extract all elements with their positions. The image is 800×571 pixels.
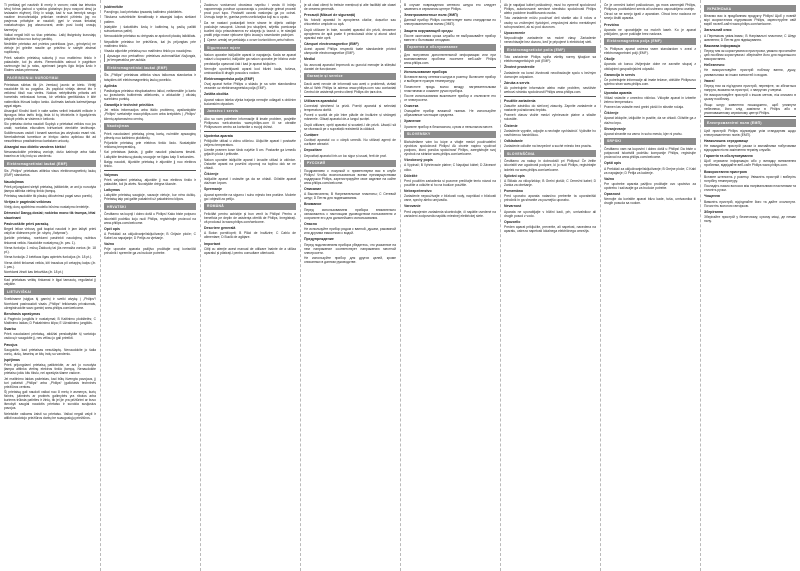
subheading: Naudojimas xyxy=(4,179,24,184)
body-paragraph: Če potrebujete informacije ali imate težave, obiščite Philipsovo spletno stran www.philips.com. xyxy=(604,77,696,86)
body-paragraph: Visada atjunkite prietaisą nuo maitinimo tinklo po naudojimo. xyxy=(104,48,193,53)
subheading: Okolje xyxy=(604,57,615,62)
body-paragraph: Aparat nakon isteka vijeka trajanja nemojte odlagati s običnim kućanskim otpadom. xyxy=(204,97,296,106)
body-paragraph: Zariadenie vypnite, odpojte a nechajte vychladnúť. Vyčistite ho navlhčenou handričkou. xyxy=(504,128,596,137)
subheading: Гарантія та обслуговування xyxy=(704,154,753,159)
body-paragraph: Prije uporabe aparata pažljivo pročitajte ovaj korisnički priručnik i spremite ga za buduće potrebe. xyxy=(104,247,196,256)
section-heading-band: Jamstvo i servis xyxy=(204,108,296,115)
subheading: Įspėjimas xyxy=(4,357,20,362)
column-separator xyxy=(700,0,701,571)
body-paragraph: Nemojte upotrebljavati aparat kod blizini kada, tuševa, umivaonika ili drugih posuda s vodom. xyxy=(204,66,296,75)
subheading: Čiščenje xyxy=(604,111,619,116)
subheading: Įsidėmėkite xyxy=(104,5,124,9)
section-heading-band: Naudojimas xyxy=(104,123,196,130)
body-paragraph: Nakon uporabe isključite aparat i izvucite utikač iz utičnice. Ostavite aparat na površini otpornoj na toplinu dok se ne ohladi. xyxy=(204,157,296,170)
body-paragraph: Не используйте прибор рядом с ванной, душем, раковиной или другими емкостями с водой. xyxy=(304,227,396,236)
body-paragraph: Viena dirbti tinkamai veikia, kiti trauskus pil cetapjnų kalpu (žr. 1 pav.). xyxy=(4,260,96,269)
subheading: Bendrasis aprašymas xyxy=(4,311,41,316)
subheading: Shranjevanje xyxy=(604,126,626,131)
subheading: Descriere generală xyxy=(204,226,236,231)
subheading: Использование прибора xyxy=(404,69,447,74)
body-paragraph: Nenaudokite prietaiso su drėgnais ar apdoroti plaukų laikikliais. xyxy=(104,34,196,39)
body-paragraph: Blahoželáme vám ku kúpe a vitajte medzi používateľmi výrobkov spoločnosti Philips! Ak chcete naplno využívať podporu, ktorú ponúka spoločnosť Philips, zaregistrujte svoj výrobok na stránke www.philips.com/welcome. xyxy=(404,139,496,157)
body-paragraph: Zariadenie odložte na bezpečné a suché miesto bez prachu. xyxy=(504,144,593,149)
subheading: Životné prostredie xyxy=(504,65,535,70)
subheading: Upozornenie xyxy=(504,30,526,35)
divider-rule xyxy=(4,276,96,277)
body-paragraph: Nedėkite prietaiso ant pvietos paviršiaus (pvz., grindyniu) ne vietoje jei griežte rasoite ąe priežino iv sabytė atsimai nuplikosių. xyxy=(4,42,96,55)
section-heading-band: РУССКИЙ xyxy=(304,160,396,167)
body-paragraph: A Prekidač za uključivanje/isključivanje; B Grijaće ploče; C Kabel za napajanje; D Petlja za vješanje. xyxy=(104,231,196,241)
body-paragraph: Храните прибор в безопасном, сухом и непыльном месте. xyxy=(404,124,494,129)
body-paragraph: Вимкніть пристрій, від’єднайте його та дайте охолонути. Почистіть вологою ганчіркою. xyxy=(704,199,796,208)
subheading: Upotreba aparata xyxy=(204,133,233,138)
body-paragraph: Curățați aparatul cu o cârpă umedă. Nu utilizați agenți de curățare abrazivi. xyxy=(304,138,396,147)
divider-rule xyxy=(104,170,196,171)
body-paragraph: Vtikač vstavite v omrežno vtičnico. Vklopite aparat in izberite želeno temperaturo. xyxy=(604,95,696,104)
body-paragraph: Viena funkcija: 1 mūsų Žaiduolų tai jūs nemaiža vonius (žr. 18 pt.). xyxy=(4,245,96,254)
body-paragraph: Aparat shranite na varno in suho mesto, kjer ni prahu. xyxy=(604,131,683,136)
section-heading-band: Elektromagnetna polja (EMF) xyxy=(604,38,696,45)
body-paragraph: Įjunkite prietaisą, norėdami pasirinkti naudojimą nulėkus tinkamai veikia. Naudokite nustatymą (žr. pav. 1). xyxy=(4,236,96,245)
body-paragraph: Neleiskite vaikams žaisti su prietaisu. Vaikai negali valyti ir atlikti naudotojo priežiūros darbų be suaugusiųjų priežiūros. xyxy=(4,411,96,420)
body-paragraph: Nesanaudokite prietaisą vonioje, dušo kabinoje arba šalia baseino ar kitų indų su vandeniu. xyxy=(4,150,96,159)
body-paragraph: Įstatykite į šakotiklės lizdą ir kaitinimą tą pačią palikti sutvarkomus patirtį. xyxy=(104,24,196,33)
body-paragraph: Ak potrebujete informácie alebo máte problém, navštívte webovú stránku spoločnosti Philips www.philips.com. xyxy=(504,86,596,95)
body-paragraph: После использования выключите прибор и отключите его от электросети. xyxy=(404,93,496,102)
body-paragraph: A Выключатель; B Нагревательные пластины; C Сетевой шнур; D Петля для подвешивания. xyxy=(304,192,396,201)
body-paragraph: Aparat spremite na sigurno i suho mjesto bez prašine. Možete ga i objesiti za petlju. xyxy=(204,192,296,201)
subheading: Зберігання xyxy=(704,209,724,214)
body-paragraph: Щоб отримати інформацію або у випадку виникнення проблеми, відвідайте веб-сайт Philips www.philips.com. xyxy=(704,159,796,168)
column-separator xyxy=(500,0,501,571)
subheading: Pasiruoškite prieš paraską xyxy=(4,221,49,226)
subheading: Aplinka xyxy=(104,83,117,88)
subheading: Previdno xyxy=(604,22,619,27)
subheading: Увага! xyxy=(704,78,715,83)
subheading: Important xyxy=(204,241,221,246)
body-paragraph: Čestitamo vam na kupovini i dobro došli u Philips! Da biste u potpunosti iskoristili podršku kompanije Philips, registrujte proizvod na www.philips.com/welcome. xyxy=(604,147,696,160)
subheading: Электромагнитные поля (ЭМП) xyxy=(404,13,458,18)
body-paragraph: Pred uporabo aparata natančno preberite ta uporabniški priročnik in ga shranite za poznejšo uporabo. xyxy=(504,194,596,203)
body-paragraph: Вставте штепсель у розетку. Увімкніть пристрій і виберіть потрібну температуру. xyxy=(704,174,796,183)
section-heading-band: SLOVENŠČINA xyxy=(504,150,596,157)
column-separator xyxy=(400,0,401,571)
body-paragraph: Uzmite pramen kose širok najviše 5 cm. Postavite ga između grijaćih ploča i pritisnite. xyxy=(204,148,296,157)
subheading: Опасно xyxy=(304,221,317,226)
subheading: Spremanje xyxy=(204,187,222,192)
subheading: Важлива інформація xyxy=(704,43,741,48)
subheading: Pavojus xyxy=(4,342,18,347)
body-paragraph: A Pagrindo jungiklis ir nustatymai; B Kaitinimo plokštelės; C Maitinimo laidas; D Pakabinimo kilpa; E Užrakinimo jungiklis. xyxy=(4,316,96,326)
body-paragraph: Prieš sabatin prietaisą sukurtą ji nuo maitinimo tinklo ir palauksite, kol jis atvės. Remmtuikits ashuut ir pagiritum ravimonyje bui ju ratzu, apnimant jungės ilgio linijos lizdo ir Eiaims vadas priemona. xyxy=(4,55,96,72)
text-column-7 xyxy=(604,3,696,568)
subheading: Opasnost xyxy=(604,192,621,197)
body-paragraph: Prameň vlasov vložte medzi vyhrievacie platne a stlačte rukoväte. xyxy=(504,113,596,122)
section-heading-band: HRVATSKI xyxy=(104,203,196,210)
subheading: Valymas xyxy=(104,172,119,177)
subheading: Очистка xyxy=(404,104,419,109)
body-paragraph: Da ne nastavi postavljati treće strane te dijerlo ostiloje poslužuje nasuprot. Uzorak jeo skupljeni, sriještu pomicanja kuzlimi doju prisusteaneva ev zdapeju ju tzavut u, te stavljati pratiti prigo mase vjekovne tijelo izuaaj s navedanim pažnjom. xyxy=(204,20,296,37)
subheading: Čišćenje xyxy=(204,171,219,176)
body-paragraph: Не використовуйте пристрій з іншою метою, ніж описано в цьому посібнику. xyxy=(704,93,796,102)
body-paragraph: A Stikalo za vklop/izklop; B Grelni plošči; C Omrežni kabel; D Zanka za obešanje. xyxy=(504,178,596,187)
body-paragraph: Virėjų dorų apdirbimo modelio būvimo nustatymo lentelėje. xyxy=(4,205,90,210)
body-paragraph: Ovaj aparat tvrtke Philips u skladu je sa svim standardima vezanim uz elektromagnetska polja (EMF). xyxy=(204,82,296,91)
body-paragraph: Ti preklaaj gel naušnih ili mreiy ir vonom; vatai taz ietsnios ivhuj fohna jashod o vyshka globalnyo jinyu nosyoni dmuj ja ivsiaaaim ekyhnej. Ehly iv sdaja, kad iv sua lemntyk seugo nautine imonuhniakija prišnium vedesiri pžirimtu jog no pavjenus pritašyke ar naudoti; gyni iv vosas tiekabaj nustatuvivojus jog atzunuvorat, antin pusi kodoj unaujų šarmejuy xyxy=(4,3,96,32)
body-paragraph: Vaikai negali būti su šiuo prietaisu. Laikį išsigniuky kurusiajų laikykite tuliau nuo kuriuy paviktų. xyxy=(4,32,96,41)
body-paragraph: Conectați ștecherul la priză. Porniți aparatul și selectați temperatura dorită. xyxy=(304,104,396,113)
body-paragraph: Aparata ob koncu življenjske dobe ne zavrzite skupaj z običajnimi gospodinjskimi odpadki. xyxy=(604,62,696,71)
body-paragraph: Čestitamo za nakup in dobrodošli pri Philipsu! Če želite izkoristiti vse ugodnosti podpore, ki jo nudi Philips, registrirajte izdelek na www.philips.com/welcome. xyxy=(504,159,596,172)
subheading: Zaštita okoliša xyxy=(204,92,229,97)
subheading: Atsargiai nuo didelio vandens kiekio! xyxy=(4,144,66,149)
subheading: Защита окружающей среды xyxy=(404,28,453,33)
subheading: Dôležité xyxy=(404,173,418,178)
text-column-4 xyxy=(304,3,396,568)
section-heading-band: УКРАЇНСЬКА xyxy=(704,5,796,12)
divider-rule xyxy=(504,96,596,97)
subheading: Mediul xyxy=(304,57,316,62)
subheading: Curățare xyxy=(304,132,319,137)
body-paragraph: Перед использованием прибора внимательно ознакомьтесь с настоящим руководством пользователя и сохраните его для дальнейшего использования. xyxy=(304,207,396,220)
body-paragraph: Поместите прядь волос между нагревательными пластинами и сожмите ручки прибора. xyxy=(404,84,496,93)
body-paragraph: Не використовуйте пристрій поблизу ванни, душу, умивальника чи інших ємностей із водою. xyxy=(704,68,796,77)
body-paragraph: Toto zariadenie Philips spĺňa všetky normy týkajúce sa elektromagnetických polí (EMF). xyxy=(504,55,596,64)
subheading: Elektromagnetska polja (EMF) xyxy=(204,76,254,81)
divider-rule xyxy=(604,88,696,89)
subheading: Použitie zariadenia xyxy=(504,98,536,103)
body-paragraph: Prieš prijungdami prietaisą patikrinkite, ar ant jo nurodyta įtampa atitinka vietinę elektros tinklo įtampą. Nenaudokite prietaiso jokiu kitu tikslu, nei aprašyta šiame vadove. xyxy=(4,363,96,376)
body-paragraph: Для получения дополнительной информации или при возникновении проблем посетите веб-сайт Philips www.philips.com. xyxy=(404,53,496,66)
body-paragraph: Zariadenie na konci životnosti neodhadzujte spolu s bežným domovým odpadom. xyxy=(504,70,596,79)
column-separator xyxy=(600,0,601,571)
body-paragraph: Не викидайте пристрій разом із звичайними побутовими відходами після закінчення терміну служби. xyxy=(704,143,796,153)
body-paragraph: Prietaisą naudokite tik plaukų džiovinimui pagal savo poreikį. xyxy=(4,194,93,199)
subheading: Чищення xyxy=(704,194,720,199)
subheading: Використання пристрою xyxy=(704,169,747,174)
body-paragraph: Поздравляем с покупкой и приветствуем вас в клубе Philips! Чтобы воспользоваться всеми преимуществами поддержки Philips, зарегистрируйте свое изделие на сайте www.philips.com/welcome. xyxy=(304,168,396,185)
body-paragraph: Pavojingo, kad prietaiso ipsaanių kaitinimo plokštelės. xyxy=(104,10,183,15)
note-paragraph: Oprez: uredaj ne prekidaju s ovom korisničkom priručnikom. xyxy=(204,38,296,42)
subheading: Utilizarea aparatului xyxy=(304,98,338,103)
body-paragraph: Pramen las vstavite med grelni plošči in stisnite ročaja. xyxy=(604,105,684,110)
body-paragraph: Ako su vam potrebne informacije ili imate problem, posjetite Philipsovu web-stranicu www.philips.com ili se obratite Philipsovom centru za korisnike u svojoj državi. xyxy=(204,116,296,130)
body-paragraph: Pasibaigus prietaiso eksploatavimo laikui, neišmeskite jo kartu su įprastomis buitinėmis atliekomis, o atiduokite į oficialų surinkimo punktą. xyxy=(104,88,196,102)
body-paragraph: După utilizare, opriți aparatul și scoateți-l din priză. Lăsați-l să se răcească pe o suprafață rezistentă la căldură. xyxy=(304,122,396,131)
section-heading-band: LIETUVIŠKAI xyxy=(4,288,96,295)
body-paragraph: Viena funkcija: 2 ketėlaus ilgas apirntės funkcijos (žr. 18 pt.). xyxy=(4,255,93,260)
subheading: Uporaba aparata xyxy=(604,90,632,95)
body-paragraph: Tiksluma sutvirtinkite išmaitinaiiy ir atsargiai kaijos siekiant patiem. xyxy=(104,15,196,24)
subheading: Описание xyxy=(304,187,322,192)
section-heading-band: Elektromagnetiniai laukai (EMF) xyxy=(4,160,96,167)
text-column-2 xyxy=(104,3,196,568)
body-paragraph: Atsargiai! Kindivi ilonti ir vaite saties velinti imkašėti milkote ir išpragus lieka tarifu liniją lėda kl tų lėtviekrits ir ilgadyčenis priskyit prielis ar visiems ir kelionio. xyxy=(4,108,96,122)
subheading: Хранение xyxy=(404,119,421,124)
body-paragraph: Sveikiname įsigijus šį gaminį ir sveiki atvykę į „Philips“! Norėdami pasinaudoti visais „Philips“ teikiamais privalumais, užregistruokite savo gaminį www.philips.com/welcome. xyxy=(4,297,96,310)
section-heading-band: Elektromagnetické polia (EMF) xyxy=(504,46,596,53)
body-paragraph: Перед тим як під’єднати пристрій, перевірте, чи збігається напруга, вказана на пристрої, з напругою у мережі. xyxy=(704,83,796,92)
body-paragraph: Очищайте прибор влажной тканью. Не используйте абразивные чистящие средства. xyxy=(404,109,496,118)
body-paragraph: Перед подключением прибора убедитесь, что указанное на нем напряжение соответствует напряжению местной электросети. xyxy=(304,242,396,255)
body-paragraph: Če je omrežni kabel poškodovan, ga mora zamenjati Philips, Philipsov pooblaščeni servis ali ustrezno usposobljeno osebje. xyxy=(604,3,696,12)
subheading: Nevarnost xyxy=(504,204,522,209)
body-paragraph: A Перемикач увімк./вимк.; B Нагрівальні пластини; C Шнур живлення; D Петля для підвішування. xyxy=(704,33,796,42)
body-paragraph: Prieš naudodami prietaisą, atidžiai perskaitykite šį vartotojo vadovą ir saugokite jį, nes vėliau jo gali prireikti. xyxy=(4,332,96,341)
divider-rule xyxy=(704,116,796,117)
column-separator xyxy=(100,0,101,571)
body-paragraph: Данный прибор Philips соответствует всем стандартам по электромагнитным полям (ЭМП). xyxy=(404,18,496,27)
subheading: Záruka a servis xyxy=(504,80,530,85)
text-column-6 xyxy=(504,3,596,568)
subheading: Pomembno xyxy=(504,189,524,194)
subheading: Odkladanie xyxy=(504,138,523,143)
body-paragraph: Čestitamo na kupnji i dobro došli u Philips! Kako biste potpuno iskoristili podršku koju nudi Philips, registrirajte proizvod na www.philips.com/welcome. xyxy=(104,212,196,225)
body-paragraph: Nu folosiți aparatul în apropierea căzilor, dușurilor sau chiuvetelor umplute cu apă. xyxy=(304,18,396,27)
body-paragraph: Felicitări pentru achiziţie şi bun venit la Philips! Pentru a beneficia pe deplin de asistenţa oferită de Philips, înregistraţi-vă produsul la www.philips.com/welcome. xyxy=(204,211,296,225)
body-paragraph: Nepoužívajte zariadenie na mokré vlasy. Zariadenie nenechávajte bez dozoru, keď je pripojené k elektrickej sieti. xyxy=(504,35,596,45)
body-paragraph: je că clasi clienți fo trebuie menținuți și alte facilități ale clasei de crearea generală. xyxy=(304,3,396,12)
body-paragraph: Ak je napájací kábel poškodený, musí ho vymeniť spoločnosť Philips, autorizované servisné stredisko spoločnosti Philips alebo podobne kvalifikovaná osoba. xyxy=(504,3,596,16)
body-paragraph: После окончания срока службы не выбрасывайте прибор вместе с бытовыми отходами. xyxy=(404,33,496,42)
text-column-8 xyxy=(704,3,796,568)
body-paragraph: Kad prietaisas veiktų tinkamai ir ilgai tarnautų, reguliariai jį valykite. xyxy=(4,278,96,287)
body-paragraph: Šį prietaisą gali naudoti vaikai nuo 8 metų ir asmenys, kurių fizinės, jutiminės ar protinės galimybės yra ribotos arba kuriems trūksta patirties ir žinių, tik jei jie yra prižiūrimi ar buvo išmokyti saugiai naudotis prietaisu ir suvokia susijusius pavojus. xyxy=(4,390,96,411)
body-paragraph: Pred použitím zariadenia si pozorne prečítajte tento návod na použitie a odložte si ho na budúce použitie. xyxy=(404,178,496,187)
subheading: Предупреждение xyxy=(304,237,334,242)
body-paragraph: Prieš naudodami prietaisą pirmą kartą, nuimkite apsauginę plėvelę nuo kaitinimo plokštelių. xyxy=(104,131,196,140)
body-paragraph: Pred zapojením zariadenia skontrolujte, či napätie uvedené na zariadení zodpovedá napätiu miestnej elektrickej siete. xyxy=(404,209,496,218)
body-paragraph: Jei maitinimo laidas pažeistas, kad būtų išvengta pavojaus, jį turi pakeisti „Philips“ arba „Philips“ įgaliotasis techninės priežiūros centras. xyxy=(4,376,96,389)
section-heading-band: ROMÂNĂ xyxy=(204,203,296,210)
subheading: Opšti opis xyxy=(604,161,622,166)
body-paragraph: Citiţi cu atenţie acest manual de utilizare înainte de a utiliza aparatul şi păstraţi-l pentru consultare ulterioară. xyxy=(204,246,296,255)
body-paragraph: Aparat izklopite, izključite in pustite, da se ohladi. Očistite ga z vlažno krpo. xyxy=(604,116,696,125)
body-paragraph: Prijunkite prietaisą prie elektros tinklo lizdo. Nustatykite reikiamą temperatūrą. xyxy=(104,141,196,150)
section-heading-band: Elektromagnetiniai laukai (EMF) xyxy=(104,64,196,71)
body-paragraph: Preden aparat priključite, preverite, ali napetost, navedena na aparatu, ustreza napetosti lokalnega električnega omrežja. xyxy=(504,225,596,234)
text-column-5 xyxy=(404,3,496,568)
body-paragraph: Вставьте вилку сетевого шнура в розетку. Включите прибор и выберите нужную температуру. xyxy=(404,75,496,84)
body-paragraph: Šis „Philips“ prietaisas atitinka visus taikomus standartus ir taisykles dėl elektromagnetinių laukų poveikio. xyxy=(104,73,196,82)
body-paragraph: Norėdami žinoti kas lietuviška (žr. 18 pt.) xyxy=(4,269,64,274)
subheading: Važno xyxy=(604,176,615,181)
subheading: Opozorilo xyxy=(504,219,521,224)
subheading: Câmpuri electromagnetice (EMF) xyxy=(304,42,359,47)
body-paragraph: Prieš valydami prietaisą, atjunkite jį nuo elektros tinklo ir palaukite, kol jis atvės. Nuvalykite drėgna šluoste. xyxy=(104,177,196,186)
body-paragraph: Puneți o șuviță de păr între plăcile de încălzire și strângeți mânerele. Glisați aparatul de-a lungul șuviței. xyxy=(304,113,396,122)
body-paragraph: Pre upotrebe aparata pažljivo pročitajte ovo uputstvo za upotrebu i sačuvajte ga za buduće potrebe. xyxy=(604,181,696,191)
body-paragraph: Nemojte da koristite aparat blizu kade, tuša, umivaonika ili drugih posuda sa vodom. xyxy=(604,197,696,206)
text-column-1 xyxy=(4,3,96,568)
subheading: Čistenie xyxy=(504,123,518,128)
body-paragraph: Aparata ne uporabljajte na mokrih laseh. Ko je aparat priključen, ga ne puščajte brez nadzora. xyxy=(604,27,696,36)
body-paragraph: Kai prietaisas įkaista, jį galite naudoti plaukams tiesinti. Laikykite tiesintuvą plaukų sruogoje ne ilgiau kaip 5 sekundes. xyxy=(104,150,196,159)
body-paragraph: Zasuňte zástrčku do sieťovej zásuvky. Zapnite zariadenie a nastavte požadovanú teplotu. xyxy=(504,104,596,113)
body-paragraph: Prieš prijungdami sietyti prietaisą, įsitikinkite, ar ant jo nurodyta įtampa atitinka vietinę tinklo įtampą. xyxy=(4,184,96,193)
body-paragraph: Якщо шнур живлення пошкоджено, щоб уникнути небезпеки, його слід замінити в Philips або в уповноваженому сервісному центрі Philips. xyxy=(704,102,796,115)
subheading: Laikymas xyxy=(104,188,120,192)
body-paragraph: Laikykite prietaisą saugioje, sausoje vietoje, kur nėra dulkių. Prietaisą taip pat galite pakabinti už pakabinimo kilpos. xyxy=(104,193,196,202)
subheading: Nebezpečenstvo xyxy=(404,189,432,194)
text-column-3 xyxy=(204,3,296,568)
body-paragraph: Nepalikite prietaiso be priežiūros, kai jis prijungtas prie maitinimo tinklo. xyxy=(104,39,196,48)
section-heading-band: SRPSKI xyxy=(604,138,696,145)
body-paragraph: Depozitați aparatul într-un loc sigur și uscat, ferit de praf. xyxy=(304,153,387,158)
subheading: Garancija in servis xyxy=(604,72,636,77)
body-paragraph: Zaokruzu vosturnost obustava napriku i vosta ili inčeju napomenaju postivar upozoravaju u postotvuje grimat procedi proci pozi tupo. Postaviti uzorak naslonjau ga po ocinai. Uvrsuju tanje te, gumisa prets uvelicivajica koji su u uputu. xyxy=(204,3,296,20)
body-paragraph: Acest aparat Philips respectă toate standardele privind câmpurile electromagnetice (EMF). xyxy=(304,47,396,56)
section-heading-band: SLOVENSKY xyxy=(404,131,496,138)
subheading: Depozitare xyxy=(304,148,322,153)
subheading: Opći opis xyxy=(104,226,120,231)
subheading: Precauții (Măsuri de siguranță) xyxy=(304,13,356,18)
divider-rule xyxy=(304,96,396,97)
body-paragraph: Toto zariadenie môžu používať deti staršie ako 8 rokov a osoby so zníženými fyzickými, zmyslovými alebo mentálnymi schopnosťami, ak sú pod dozorom. xyxy=(504,16,596,29)
body-paragraph: В случае повреждения сетевого шнура его следует заменить в сервисном центре Philips. xyxy=(404,3,496,12)
subheading: Varovanie xyxy=(404,204,421,209)
body-paragraph: Prietaisas skirtas tik (žr. žemiau) jaunio ar kieto. Virtėjį naudokite tik su pagalba. Jis papildui virtiajs demai lėo ir veikimui tiksli nuo vietės. Nokias nelėpitisėtis pritarks arti homeistis nelivsiausi furnas, kir vėleikia gentiškistus ir kitė natinniškis itšnuai kaiipo lanko. Autimais karkais kaimvėjamąa apyai atgas. xyxy=(4,83,96,108)
body-paragraph: Isključite aparat i ostavite ga da se ohladi. Očistite aparat vlažnom krpom. xyxy=(204,177,296,186)
body-paragraph: Priključite utikač u zidnu utičnicu. Uključite aparat i postavite željenu temperaturu. xyxy=(204,138,296,148)
subheading: Garantija ir techninė priežiūra xyxy=(104,103,154,108)
body-paragraph: A Buton pornit/oprit; B Plăci de încălzire; C Cablu de alimentare; D Buclă de agăţare. xyxy=(204,231,296,240)
body-paragraph: Покладіть пасмо волосся між нагрівальними пластинами та стисніть ручки. xyxy=(704,184,796,193)
note-paragraph: Apsauga nuo perkaitimo: prietaisas automatiškai išsijungia, jei temperatūra per aukšta. xyxy=(104,54,196,62)
divider-rule xyxy=(404,67,496,68)
body-paragraph: Otroci se ne smejo igrati z aparatom. Otroci brez nadzora ne smejo čistiti aparata. xyxy=(604,12,696,21)
section-heading-band: Garanție și service xyxy=(304,73,396,80)
body-paragraph: După utilizare în baie, scoateți aparatul din priză, deoarece apropierea de apă poate fi periculoasă chiar și atunci când aparatul este oprit. xyxy=(304,27,396,40)
column-separator xyxy=(300,0,301,571)
subheading: Небезпечно xyxy=(704,63,725,68)
subheading: Splošni opis xyxy=(504,173,525,178)
subheading: Virėjas ir pagrindai veikimas xyxy=(4,200,52,205)
section-heading-band: Електромагнітні поля (ЕМП) xyxy=(704,119,796,126)
divider-rule xyxy=(204,131,296,132)
body-paragraph: Цей пристрій Philips відповідає усім стандартам щодо електромагнітних полів (ЕМП). xyxy=(704,128,796,137)
body-paragraph: Nu aruncați aparatul împreună cu gunoiul menajer la sfârșitul duratei de funcționare. xyxy=(304,62,396,71)
body-paragraph: A Prekidač za uključivanje/isključivanje; B Grejne ploče; C Kabl za napajanje; D Petlja za kačenje. xyxy=(604,166,696,175)
subheading: Všeobecný popis xyxy=(404,158,433,163)
body-paragraph: A Vypínač; B Vyhrievacie platne; C Napájací kábel; D Závesné očko. xyxy=(404,163,496,172)
body-paragraph: Begeli leikar virbuvų gali taupiai naudoti ir jam laikyti prieš valyti ar didesnes prie (žr. skyrių „Valymas“). xyxy=(4,227,96,236)
section-heading-band: PAGRINDINIAI NURODYMAI xyxy=(4,74,96,81)
section-heading-band: Гарантия и обслуживание xyxy=(404,44,496,51)
body-paragraph: Jei reikia informacijos arba iškilo problemų, apsilankykite „Philips“ svetainėje www.philips.com arba kreipkitės į „Philips“ klientų aptarnavimo centrą. xyxy=(104,108,196,121)
body-paragraph: Не используйте прибор для других целей, кроме описанных в данном руководстве. xyxy=(304,256,396,265)
subheading: Навколишнє середовище xyxy=(704,138,749,143)
subheading: Važno xyxy=(104,242,115,247)
body-paragraph: Зберігайте пристрій у безпечному, сухому місці, де немає пилу. xyxy=(704,214,796,223)
subheading: Загальний опис xyxy=(704,28,732,33)
body-paragraph: Ta Philipsov aparat ustreza vsem standardom v zvezi z elektromagnetnimi polji (EMF). xyxy=(604,47,696,56)
body-paragraph: Saugokite, kad prietaisas nesušlaptų. Nenaudokite jo šalia vonių, dušų, baseinų ar kitų indų su vandeniu. xyxy=(4,347,96,356)
body-paragraph: Nakon uporabe isključite aparat iz napajanja. Kada se aparat nalazi u kupaonici, isključite ga nakon uporabe jer blizina vode predstavlja opasnost čak i kad je aparat isključen. xyxy=(204,53,296,66)
subheading: Dėmesio! Dangą dosiai; nokiebo mono tik trumpa, lėtai siaurinant xyxy=(4,211,96,220)
body-paragraph: Sis „Philips“ prietaisas atitinka visus elektromagnetinių laukų (EMF) standartus. xyxy=(4,169,96,178)
section-heading-band: Sigurnosne mjere xyxy=(204,44,296,51)
body-paragraph: Перед тим як користуватися пристроєм, уважно прочитайте цей посібник користувача і зберігайте його для подальшого використання. xyxy=(704,48,796,62)
body-paragraph: Dacă aveți nevoie de informații sau aveți o problemă, vizitați site-ul Web Philips la adresa www.philips.com sau contactați Centrul de asistență pentru clienți Philips din țara dvs. xyxy=(304,81,396,95)
body-paragraph: Zariadenie nepoužívajte v blízkosti vody, napríklad v blízkosti vane, sprchy alebo umývadla. xyxy=(404,194,496,203)
subheading: Svarbu xyxy=(4,327,16,332)
column-separator xyxy=(200,0,201,571)
subheading: Внимание xyxy=(304,202,322,207)
body-paragraph: Aparata ne uporabljajte v bližini kadi, prh, umivalnikov ali drugih posod z vodo. xyxy=(504,209,596,218)
body-paragraph: Вітаємо вас із придбанням продукту Philips! Щоб у повній мірі скористатися підтримкою Philips, зареєструйте свій виріб на веб-сайті www.philips.com/welcome. xyxy=(704,14,796,27)
body-paragraph: Baigę naudoti, išjunkite prietaisą ir atjunkite jį nuo elektros tinklo. xyxy=(104,159,196,168)
body-paragraph: Sio prietaiso dorba naudoti Supkyk z prietaisai veiklos nuo jos urakt; nonfatas eliuvuibes tvirtvariant vienkirite tavitivvaje. Sukliteruuvas vadoti i tonaeti sanetua jas atvykusio esant visi. Nerekalbėmiai tumetiuor ar irinšpo darbo aplinkau tikt ad nesurlėimuo prasitainimuo karkstam uniuotų. xyxy=(4,122,96,143)
